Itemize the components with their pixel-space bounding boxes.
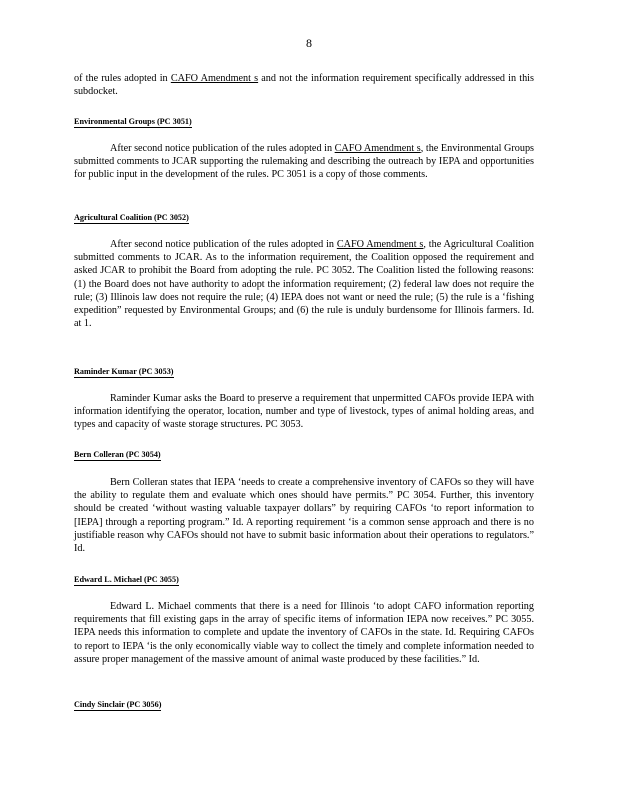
heading-underline: [74, 223, 189, 224]
paragraph-text: After second notice publication of the rules adopted in: [110, 239, 337, 250]
paragraph-bern-colleran: [74, 476, 534, 555]
paragraph-text: , the Agricultural Coalition submitted comments to JCAR. As to the information requirement, the Coalition opposed the requirement and asked JCAR to prohibit the Board from adopting the rule. PC 3052. The Coalition listed the following reasons: (1) the Board does not have authority to adopt the information requirement; (2) federal law does not require the rule; (3) Illinois law does not require the rule; (4) IEPA does not want or need the rule; (5) the rule is a ‘fishing expedition” requested by Environmental Groups; and (6) the rule is unduly burdensome for Illinois farmers. Id. at 1.: [74, 239, 535, 330]
paragraph-text: After second notice publication of the rules adopted in: [110, 143, 335, 154]
paragraph-text: of the rules adopted in: [74, 73, 171, 84]
heading-bern-colleran: Bern Colleran (PC 3054): [74, 450, 161, 459]
heading-underline: [74, 127, 192, 128]
heading-underline: [74, 585, 179, 586]
cafo-amendments-link: CAFO Amendment s: [334, 143, 421, 154]
heading-edward-michael: Edward L. Michael (PC 3055): [74, 575, 179, 584]
page-number: 8: [306, 36, 312, 50]
heading-agricultural-coalition: Agricultural Coalition (PC 3052): [74, 213, 189, 222]
heading-raminder-kumar: Raminder Kumar (PC 3053): [74, 367, 174, 376]
paragraph-intro: [74, 72, 534, 98]
paragraph-text: Raminder Kumar asks the Board to preserve a requirement that unpermitted CAFOs provide IEPA with information identifying the operator, location, number and type of livestock, types of animal holding areas, and types and capacity of waste storage structures. PC 3053.: [74, 393, 534, 431]
paragraph-text: and not the information requirement specifically addressed in this subdocket.: [74, 73, 534, 98]
paragraph-text: Bern Colleran states that IEPA ‘needs to create a comprehensive inventory of CAFOs so they will have the ability to regulate them and evaluate which ones should have permits.” PC 3054. Further, this inventory should be created ‘without wasting valuable taxpayer dollars” by requiring CAFOs ‘to report information to [IEPA] through a reporting program.” Id. A reporting requirement ‘is a common sense approach and there is no justifiable reason why CAFOs should not have to submit basic information about their operations to regulators.” Id.: [74, 477, 534, 555]
paragraph-text: , the Environmental Groups submitted comments to JCAR supporting the rulemaking and describing the outreach by IEPA and opportunities for public input in the development of the rules. PC 3051 is a copy of those comments.: [74, 143, 535, 181]
paragraph-text: Edward L. Michael comments that there is a need for Illinois ‘to adopt CAFO information reporting requirements that fill existing gaps in the array of specific items of information IEPA now receives.” PC 3055. IEPA needs this information to complete and update the inventory of CAFOs in the state. Id. Requiring CAFOs to report to IEPA ‘is the only economically viable way to collect the timely and complete information needed to assure proper management of the massive amount of animal waste produced by these facilities.” Id.: [74, 601, 534, 665]
cafo-amendments-link: CAFO Amendment s: [336, 239, 424, 250]
paragraph-agricultural-coalition: [74, 238, 534, 330]
heading-cindy-sinclair: Cindy Sinclair (PC 3056): [74, 700, 162, 709]
paragraph-environmental-groups: [74, 142, 534, 182]
paragraph-edward-michael: [74, 600, 534, 666]
heading-underline: [74, 710, 161, 711]
heading-environmental-groups: Environmental Groups (PC 3051): [74, 117, 192, 126]
cafo-amendments-link: CAFO Amendment s: [170, 73, 259, 84]
heading-underline: [74, 377, 174, 378]
heading-underline: [74, 460, 161, 461]
paragraph-raminder-kumar: [74, 392, 534, 432]
